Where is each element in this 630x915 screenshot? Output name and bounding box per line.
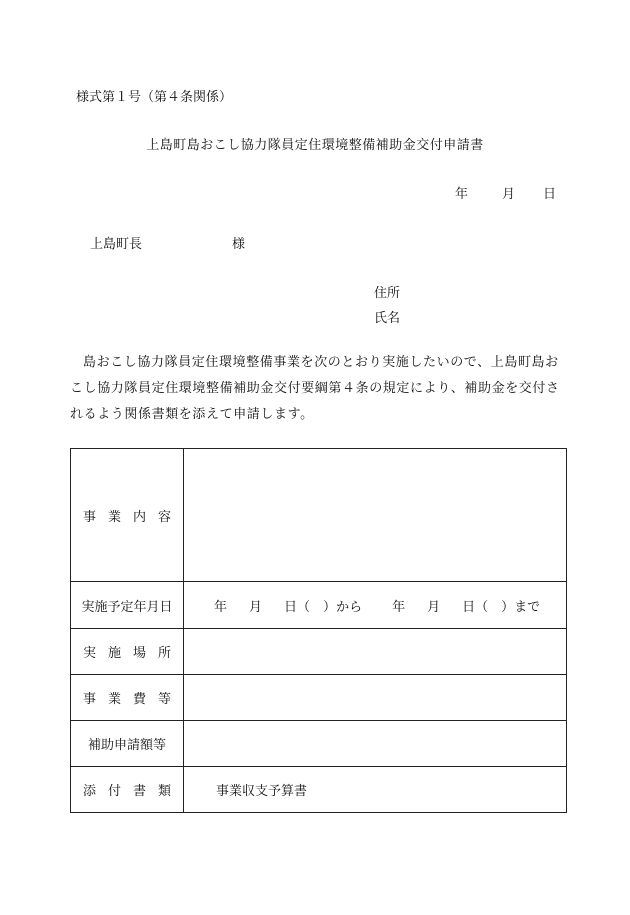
period-weekday-2: （ ） [475, 599, 515, 615]
subsidy-amount-field[interactable] [184, 721, 567, 767]
label-char: 施 [107, 646, 121, 661]
label-char: 類 [157, 784, 171, 799]
date-year: 年 [454, 187, 468, 202]
application-body-text: 島おこし協力隊員定住環境整備事業を次のとおり実施したいので、上島町島おこし協力隊員定住環境整備補助金交付要綱第４条の規定により、補助金を交付されるよう関係書類を添えて申請します。 [70, 355, 560, 422]
label-char: 実 [83, 646, 97, 661]
label-char: 事 [83, 509, 97, 525]
label-char: 費 [132, 692, 146, 707]
label-scheduled-date: 実施予定年月日 [71, 582, 184, 629]
addressee-name: 上島町長 [90, 237, 143, 252]
period-line [184, 596, 566, 615]
period-from: から [336, 599, 363, 615]
label-attachments [71, 767, 184, 813]
period-month-2: 月 [427, 599, 441, 615]
label-business-content [71, 449, 184, 582]
business-cost-field[interactable] [184, 675, 567, 721]
location-field[interactable] [184, 629, 567, 675]
label-location [71, 629, 184, 675]
table-row [71, 629, 567, 675]
form-number: 様式第１号（第４条関係） [76, 90, 233, 105]
label-char: 内 [132, 509, 146, 525]
table-row [71, 675, 567, 721]
label-char: 付 [107, 784, 121, 799]
period-day-2: 日 [462, 599, 476, 615]
label-text [83, 642, 171, 661]
application-table [70, 448, 567, 813]
scheduled-date-field[interactable] [184, 582, 567, 629]
label-char: 所 [157, 646, 171, 661]
period-month: 月 [249, 599, 263, 615]
label-subsidy-amount: 補助申請額等 [71, 721, 184, 767]
date-line [455, 183, 556, 202]
label-char: 添 [83, 784, 97, 799]
period-year-2: 年 [392, 599, 406, 615]
table-row [71, 721, 567, 767]
label-char: 事 [83, 692, 97, 707]
label-char: 書 [132, 784, 146, 799]
date-day: 日 [542, 187, 556, 202]
period-until: まで [514, 599, 541, 615]
label-char: 業 [107, 692, 121, 707]
attachments-field[interactable]: 事業収支予算書 [184, 767, 567, 813]
table-row [71, 449, 567, 582]
applicant-name-label: 氏名 [374, 311, 401, 326]
label-char: 場 [132, 646, 146, 661]
label-char: 容 [157, 509, 171, 525]
label-char: 業 [107, 509, 121, 525]
addressee [90, 233, 245, 252]
addressee-honorific: 様 [232, 237, 246, 252]
table-row [71, 582, 567, 629]
label-business-cost [71, 675, 184, 721]
business-content-field[interactable] [184, 449, 567, 582]
period-weekday: （ ） [297, 599, 337, 615]
document-title: 上島町島おこし協力隊員定住環境整備補助金交付申請書 [146, 138, 484, 153]
applicant-address-label: 住所 [374, 286, 401, 301]
label-text [83, 780, 171, 799]
table-row [71, 767, 567, 813]
label-text [83, 688, 171, 707]
period-day: 日 [284, 599, 298, 615]
period-year: 年 [214, 599, 228, 615]
date-month: 月 [501, 187, 515, 202]
label-text [83, 506, 171, 525]
label-char: 等 [157, 692, 171, 707]
